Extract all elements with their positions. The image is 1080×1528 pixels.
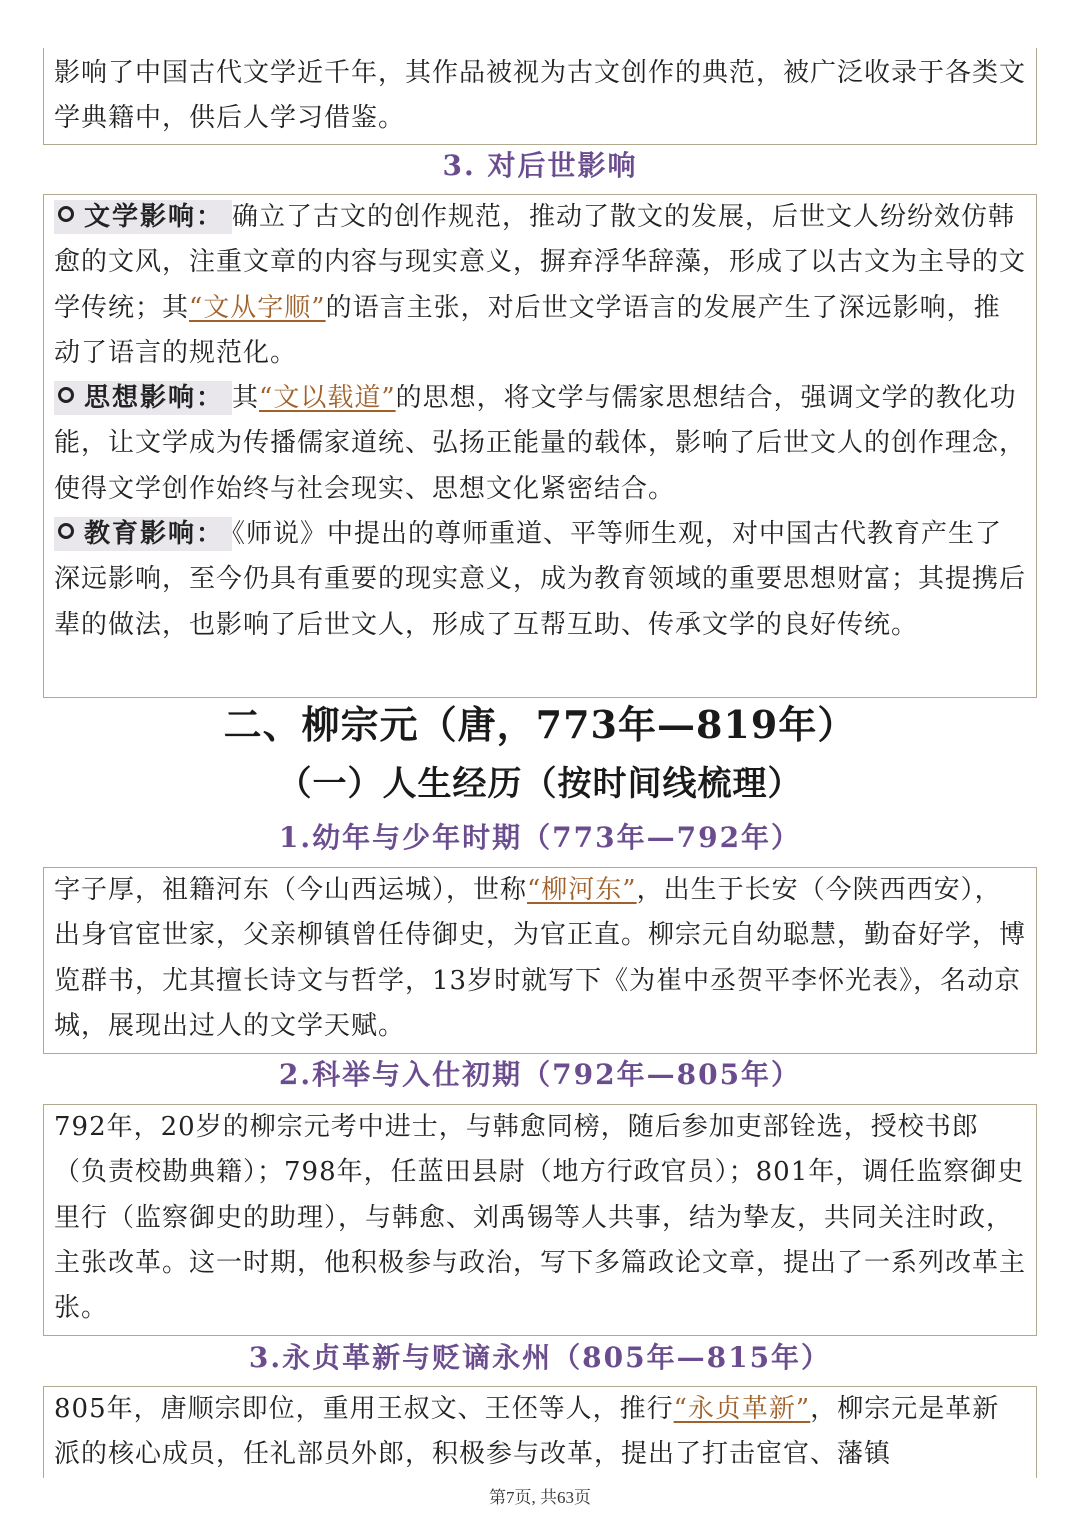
chapter-title: 二、柳宗元（唐，773年—819年） xyxy=(223,702,857,747)
label-education: 教育影响： xyxy=(54,517,232,551)
influence-item-education: 教育影响： 《师说》中提出的尊师重道、平等师生观，对中国古代教育产生了深远影响，至今仍具有重要的现实意义，成为教育领域的重要思想财富；其提携后辈的做法，也影响了后世文人，形成了互帮互助、传承文学的良好传统。 xyxy=(54,519,1027,640)
period-heading-2: 2.科举与入仕初期（792年—805年） xyxy=(278,1058,802,1091)
section-title: （一）人生经历（按时间线梳理） xyxy=(277,764,803,804)
period-box-2 xyxy=(43,1104,1037,1336)
highlight-term: “文从字顺” xyxy=(189,292,326,323)
page-number: 第7页, 共63页 xyxy=(489,1488,591,1507)
bullet-icon xyxy=(58,206,74,222)
highlight-term: “永贞革新” xyxy=(673,1394,811,1424)
influence-item-thought: 思想影响： 其“文以载道”的思想，将文学与儒家思想结合，强调文学的教化功能，让文学成为传播儒家道统、弘扬正能量的载体，影响了后世文人的创作理念，使得文学创作始终与社会现实、思想文化紧密结合。 xyxy=(54,383,1027,504)
section-heading-3: 3. 对后世影响 xyxy=(442,149,638,182)
period-box-3 xyxy=(43,1386,1037,1478)
period-box-1 xyxy=(43,867,1037,1054)
period-heading-3: 3.永贞革新与贬谪永州（805年—815年） xyxy=(248,1341,832,1374)
period-heading-1: 1.幼年与少年时期（773年—792年） xyxy=(278,821,802,854)
influence-item-literature: 文学影响： 确立了古文的创作规范，推动了散文的发展，后世文人纷纷效仿韩愈的文风，注重文章的内容与现实意义，摒弃浮华辞藻，形成了以古文为主导的文学传统；其“文从字顺”的语言主张，对后世文学语言的发展产生了深远影响，推动了语言的规范化。 xyxy=(54,202,1027,368)
bullet-icon xyxy=(58,387,74,403)
top-text-box xyxy=(43,48,1037,145)
highlight-term: “文以载道” xyxy=(259,383,396,414)
bullet-icon xyxy=(58,523,74,539)
top-paragraph: 影响了中国古代文学近千年，其作品被视为古文创作的典范，被广泛收录于各类文学典籍中，供后人学习借鉴。 xyxy=(54,58,1027,134)
period-paragraph-2: 792年，20岁的柳宗元考中进士，与韩愈同榜，随后参加吏部铨选，授校书郎（负责校勘典籍）；798年，任蓝田县尉（地方行政官员）；801年，调任监察御史里行（监察御史的助理），与韩愈、刘禹锡等人共事，结为挚友，共同关注时政，主张改革。这一时期，他积极参与政治，写下多篇政论文章，提出了一系列改革主张。 xyxy=(54,1112,1027,1324)
period-paragraph-1: 字子厚，祖籍河东（今山西运城），世称“柳河东”，出生于长安（今陕西西安），出身官宦世家，父亲柳镇曾任侍御史，为官正直。柳宗元自幼聪慧，勤奋好学，博览群书，尤其擅长诗文与哲学，13岁时就写下《为崔中丞贺平李怀光表》，名动京城，展现出过人的文学天赋。 xyxy=(54,875,1027,1041)
label-thought: 思想影响： xyxy=(54,381,232,415)
influence-box xyxy=(43,194,1037,698)
highlight-term: “柳河东” xyxy=(527,875,637,905)
label-literature: 文学影响： xyxy=(54,200,232,234)
period-paragraph-3: 805年，唐顺宗即位，重用王叔文、王伾等人，推行“永贞革新”，柳宗元是革新派的核心成员，任礼部员外郎，积极参与改革，提出了打击宦官、藩镇 xyxy=(54,1394,1000,1470)
